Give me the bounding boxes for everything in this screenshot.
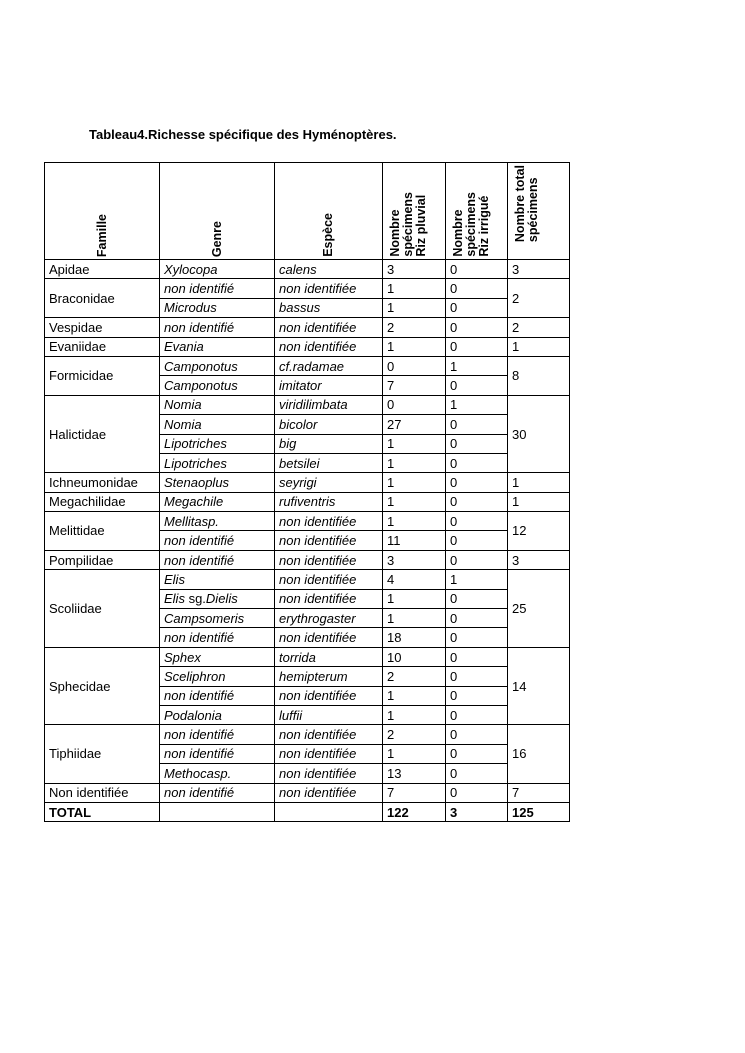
riz-irrigue-cell: 0 [446,609,508,628]
total-riz-irrigue: 3 [446,802,508,821]
riz-irrigue-cell: 0 [446,415,508,434]
riz-irrigue-cell: 0 [446,647,508,666]
table-row [45,318,570,337]
espece-cell: non identifiée [275,279,383,298]
total-cell: 1 [508,473,570,492]
genre-cell: Sceliphron [160,667,275,686]
genre-cell: non identifié [160,628,275,647]
riz-pluvial-cell: 27 [383,415,446,434]
riz-irrigue-cell: 0 [446,434,508,453]
riz-irrigue-cell: 0 [446,473,508,492]
riz-irrigue-cell: 0 [446,376,508,395]
total-cell: 30 [508,395,570,473]
total-espece-cell [275,802,383,821]
espece-cell: non identifiée [275,628,383,647]
genre-cell: Campsomeris [160,609,275,628]
espece-cell: non identifiée [275,725,383,744]
famille-cell: Halictidae [45,395,160,473]
header-row [45,163,570,260]
genre-cell: Evania [160,337,275,356]
famille-cell: Tiphiidae [45,725,160,783]
genre-cell: Camponotus [160,376,275,395]
espece-cell: seyrigi [275,473,383,492]
espece-cell: big [275,434,383,453]
genre-cell: Lipotriches [160,453,275,472]
espece-cell: non identifiée [275,570,383,589]
riz-irrigue-cell: 0 [446,764,508,783]
riz-irrigue-cell: 0 [446,260,508,279]
riz-irrigue-cell: 0 [446,279,508,298]
espece-cell: cf.radamae [275,356,383,375]
famille-cell: Scoliidae [45,570,160,648]
famille-cell: Pompilidae [45,550,160,569]
riz-irrigue-cell: 0 [446,512,508,531]
riz-irrigue-cell: 1 [446,570,508,589]
famille-cell: Braconidae [45,279,160,318]
total-label: TOTAL [45,802,160,821]
total-genre-cell [160,802,275,821]
riz-irrigue-cell: 1 [446,395,508,414]
riz-pluvial-cell: 2 [383,318,446,337]
espece-cell: viridilimbata [275,395,383,414]
riz-pluvial-cell: 0 [383,395,446,414]
espece-cell: bicolor [275,415,383,434]
riz-irrigue-cell: 0 [446,298,508,317]
riz-irrigue-cell: 0 [446,550,508,569]
espece-cell: hemipterum [275,667,383,686]
table-title: Tableau4.Richesse spécifique des Hyménoptères. [89,127,397,142]
famille-cell: Megachilidae [45,492,160,511]
genre-cell: Nomia [160,415,275,434]
genre-cell: Mellitasp. [160,512,275,531]
riz-pluvial-cell: 1 [383,434,446,453]
total-cell: 7 [508,783,570,802]
riz-irrigue-cell: 0 [446,783,508,802]
table-row [45,570,570,589]
riz-irrigue-cell: 0 [446,531,508,550]
espece-cell: non identifiée [275,764,383,783]
espece-cell: imitator [275,376,383,395]
genre-cell: Xylocopa [160,260,275,279]
genre-cell: non identifié [160,783,275,802]
riz-pluvial-cell: 1 [383,492,446,511]
table-row [45,492,570,511]
famille-cell: Melittidae [45,512,160,551]
table-row [45,550,570,569]
riz-pluvial-cell: 3 [383,550,446,569]
espece-cell: erythrogaster [275,609,383,628]
riz-pluvial-cell: 1 [383,473,446,492]
riz-pluvial-cell: 4 [383,570,446,589]
table-row [45,260,570,279]
species-richness-table [44,162,570,822]
riz-irrigue-cell: 1 [446,356,508,375]
riz-pluvial-cell: 7 [383,376,446,395]
riz-pluvial-cell: 1 [383,686,446,705]
table-body [45,260,570,822]
espece-cell: non identifiée [275,337,383,356]
riz-pluvial-cell: 13 [383,764,446,783]
table-row [45,647,570,666]
espece-cell: non identifiée [275,686,383,705]
espece-cell: calens [275,260,383,279]
riz-pluvial-cell: 1 [383,298,446,317]
total-cell: 3 [508,550,570,569]
table-row [45,356,570,375]
total-cell: 8 [508,356,570,395]
riz-pluvial-cell: 7 [383,783,446,802]
famille-cell: Apidae [45,260,160,279]
genre-cell: Megachile [160,492,275,511]
genre-cell: Stenaoplus [160,473,275,492]
espece-cell: non identifiée [275,589,383,608]
total-cell: 12 [508,512,570,551]
espece-cell: non identifiée [275,318,383,337]
riz-pluvial-cell: 3 [383,260,446,279]
espece-cell: non identifiée [275,783,383,802]
espece-cell: non identifiée [275,512,383,531]
riz-pluvial-cell: 1 [383,337,446,356]
header-total: Nombre total spécimens [508,163,570,260]
total-row [45,802,570,821]
espece-cell: betsilei [275,453,383,472]
genre-cell: non identifié [160,279,275,298]
total-riz-pluvial: 122 [383,802,446,821]
genre-subgenus: Dielis [205,591,238,607]
espece-cell: rufiventris [275,492,383,511]
famille-cell: Vespidae [45,318,160,337]
genre-cell: non identifié [160,725,275,744]
espece-cell: non identifiée [275,550,383,569]
table-row [45,337,570,356]
riz-irrigue-cell: 0 [446,744,508,763]
famille-cell: Ichneumonidae [45,473,160,492]
riz-pluvial-cell: 10 [383,647,446,666]
riz-pluvial-cell: 11 [383,531,446,550]
genre-cell: Camponotus [160,356,275,375]
header-espece: Espèce [275,163,383,260]
riz-pluvial-cell: 1 [383,609,446,628]
table-row [45,512,570,531]
riz-irrigue-cell: 0 [446,667,508,686]
espece-cell: non identifiée [275,744,383,763]
total-cell: 1 [508,337,570,356]
genre-cell: Lipotriches [160,434,275,453]
genre-subgenus-marker: sg. [184,591,206,607]
genre-cell: Nomia [160,395,275,414]
espece-cell: non identifiée [275,531,383,550]
riz-pluvial-cell: 1 [383,279,446,298]
genre-cell: Elis [160,570,275,589]
genre-cell: non identifié [160,550,275,569]
famille-cell: Non identifiée [45,783,160,802]
riz-irrigue-cell: 0 [446,453,508,472]
riz-pluvial-cell: 1 [383,453,446,472]
riz-irrigue-cell: 0 [446,492,508,511]
genre-cell: non identifié [160,318,275,337]
table-row [45,473,570,492]
genre-cell: Podalonia [160,705,275,724]
genre-text: Elis [164,591,185,607]
total-cell: 16 [508,725,570,783]
total-cell: 25 [508,570,570,648]
riz-pluvial-cell: 18 [383,628,446,647]
espece-cell: bassus [275,298,383,317]
riz-irrigue-cell: 0 [446,705,508,724]
espece-cell: luffii [275,705,383,724]
riz-pluvial-cell: 0 [383,356,446,375]
riz-pluvial-cell: 2 [383,725,446,744]
riz-irrigue-cell: 0 [446,725,508,744]
grand-total: 125 [508,802,570,821]
total-cell: 2 [508,279,570,318]
famille-cell: Formicidae [45,356,160,395]
genre-cell: Sphex [160,647,275,666]
header-riz-pluvial: Nombre spécimens Riz pluvial [383,163,446,260]
espece-cell: torrida [275,647,383,666]
header-famille: Famille [45,163,160,260]
total-cell: 2 [508,318,570,337]
genre-cell [160,589,275,608]
riz-irrigue-cell: 0 [446,318,508,337]
riz-irrigue-cell: 0 [446,337,508,356]
riz-pluvial-cell: 1 [383,744,446,763]
table-row [45,279,570,298]
table-row [45,725,570,744]
riz-pluvial-cell: 1 [383,705,446,724]
total-cell: 14 [508,647,570,725]
total-cell: 1 [508,492,570,511]
riz-pluvial-cell: 1 [383,512,446,531]
table-row [45,783,570,802]
riz-irrigue-cell: 0 [446,589,508,608]
riz-irrigue-cell: 0 [446,686,508,705]
riz-irrigue-cell: 0 [446,628,508,647]
header-riz-irrigue: Nombre spécimens Riz irrigué [446,163,508,260]
table-row [45,395,570,414]
genre-cell: non identifié [160,744,275,763]
riz-pluvial-cell: 1 [383,589,446,608]
famille-cell: Evaniidae [45,337,160,356]
genre-cell: Methocasp. [160,764,275,783]
genre-cell: non identifié [160,531,275,550]
genre-cell: Microdus [160,298,275,317]
famille-cell: Sphecidae [45,647,160,725]
total-cell: 3 [508,260,570,279]
header-genre: Genre [160,163,275,260]
riz-pluvial-cell: 2 [383,667,446,686]
genre-cell: non identifié [160,686,275,705]
